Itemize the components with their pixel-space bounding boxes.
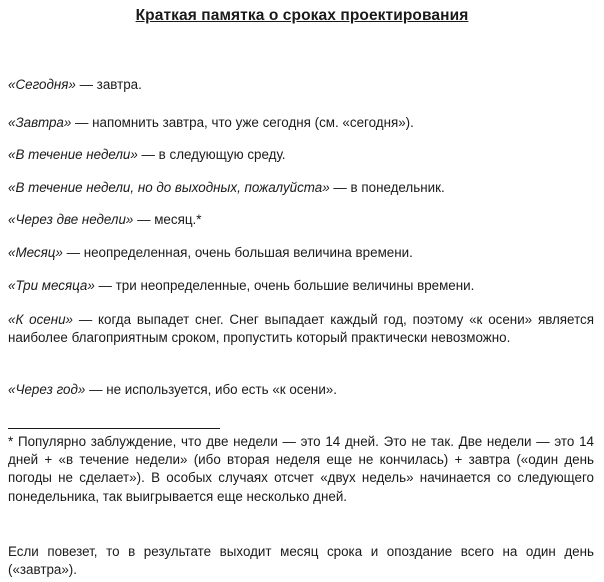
entry-definition: — напомнить завтра, что уже сегодня (см. «сегодня»). <box>71 115 414 130</box>
entry-two-weeks <box>8 211 594 229</box>
entry-term: «Месяц» <box>8 245 63 260</box>
entry-in-a-year <box>8 381 594 399</box>
entry-month <box>8 244 594 262</box>
entry-within-week <box>8 146 594 164</box>
entry-term: «Завтра» <box>8 115 72 130</box>
entry-definition: — завтра. <box>75 77 142 92</box>
entry-definition: — в понедельник. <box>329 180 445 195</box>
entry-term: «К осени» <box>8 312 74 327</box>
entry-within-week-before-weekend <box>8 179 594 197</box>
entry-term: «Через две недели» <box>8 212 134 227</box>
entry-definition: — месяц.* <box>133 212 202 227</box>
entry-tomorrow <box>8 114 594 132</box>
entry-definition: — три неопределенные, очень большие величины времени. <box>94 278 475 293</box>
closing-note: Если повезет, то в результате выходит месяц срока и опоздание всего на один день («завтра»). <box>8 544 594 578</box>
footnote-divider <box>8 428 220 429</box>
entry-today <box>8 76 594 94</box>
entry-definition: — неопределенная, очень большая величина времени. <box>62 245 413 260</box>
entry-term: «Через год» <box>8 382 86 397</box>
entry-definition: — в следующую среду. <box>137 147 286 162</box>
entry-term: «Сегодня» <box>8 77 76 92</box>
entry-three-months <box>8 277 594 295</box>
entry-term: «В течение недели» <box>8 147 138 162</box>
entry-definition: — когда выпадет снег. Снег выпадает каждый год, поэтому «к осени» является наиболее благоприятным сроком, пропустить который практически невозможно. <box>8 312 594 345</box>
entry-term: «Три месяца» <box>8 278 95 293</box>
entry-by-autumn <box>8 311 594 347</box>
footnote: * Популярно заблуждение, что две недели — это 14 дней. Это не так. Две недели — это 14 дней + «в течение недели» (ибо вторая неделя еще не кончилась) + завтра («один день погоды не сделает»). В особых случаях отсчет «двух недель» начинается со следующего понедельника, так выигрывается еще несколько дней. <box>8 434 594 504</box>
memo-title: Краткая памятка о сроках проектирования <box>135 7 469 24</box>
entry-term: «В течение недели, но до выходных, пожалуйста» <box>8 180 330 195</box>
entry-definition: — не используется, ибо есть «к осени». <box>85 382 337 397</box>
